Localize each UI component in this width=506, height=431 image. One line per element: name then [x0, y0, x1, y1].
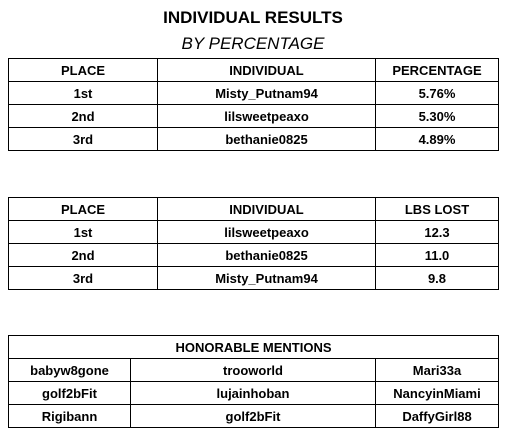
page-title: INDIVIDUAL RESULTS [163, 8, 343, 27]
table-header-row [9, 198, 499, 221]
lbs-lost-cell: 12.3 [376, 221, 499, 244]
lbs-lost-cell: 11.0 [376, 244, 499, 267]
individual-cell: bethanie0825 [158, 244, 376, 267]
mention-cell: trooworld [131, 359, 376, 382]
table-row [9, 244, 499, 267]
honorable-mentions-table [8, 335, 499, 428]
table-row [9, 105, 499, 128]
table-header-row [9, 336, 499, 359]
individual-cell: Misty_Putnam94 [158, 82, 376, 105]
percentage-cell: 5.76% [376, 82, 499, 105]
mention-cell: golf2bFit [9, 382, 131, 405]
honorable-mentions-header: HONORABLE MENTIONS [9, 336, 499, 359]
individual-cell: lilsweetpeaxo [158, 105, 376, 128]
mention-cell: NancyinMiami [376, 382, 499, 405]
table-row [9, 221, 499, 244]
place-cell: 2nd [9, 105, 158, 128]
table-row [9, 359, 499, 382]
column-header-lbs-lost: LBS LOST [376, 198, 499, 221]
individual-cell: lilsweetpeaxo [158, 221, 376, 244]
individual-cell: bethanie0825 [158, 128, 376, 151]
percentage-results-table [8, 58, 499, 151]
mention-cell: Mari33a [376, 359, 499, 382]
column-header-percentage: PERCENTAGE [376, 59, 499, 82]
mention-cell: golf2bFit [131, 405, 376, 428]
column-header-individual: INDIVIDUAL [158, 59, 376, 82]
table-row [9, 128, 499, 151]
place-cell: 2nd [9, 244, 158, 267]
table-row [9, 267, 499, 290]
place-cell: 1st [9, 82, 158, 105]
percentage-cell: 5.30% [376, 105, 499, 128]
place-cell: 1st [9, 221, 158, 244]
column-header-place: PLACE [9, 59, 158, 82]
percentage-cell: 4.89% [376, 128, 499, 151]
mention-cell: Rigibann [9, 405, 131, 428]
individual-cell: Misty_Putnam94 [158, 267, 376, 290]
table-row [9, 405, 499, 428]
page-subtitle: BY PERCENTAGE [181, 34, 325, 53]
mention-cell: babyw8gone [9, 359, 131, 382]
mention-cell: DaffyGirl88 [376, 405, 499, 428]
table-row [9, 382, 499, 405]
column-header-individual: INDIVIDUAL [158, 198, 376, 221]
lbs-lost-cell: 9.8 [376, 267, 499, 290]
mention-cell: lujainhoban [131, 382, 376, 405]
table-row [9, 82, 499, 105]
table-header-row [9, 59, 499, 82]
column-header-place: PLACE [9, 198, 158, 221]
lbs-lost-results-table [8, 197, 499, 290]
place-cell: 3rd [9, 267, 158, 290]
place-cell: 3rd [9, 128, 158, 151]
